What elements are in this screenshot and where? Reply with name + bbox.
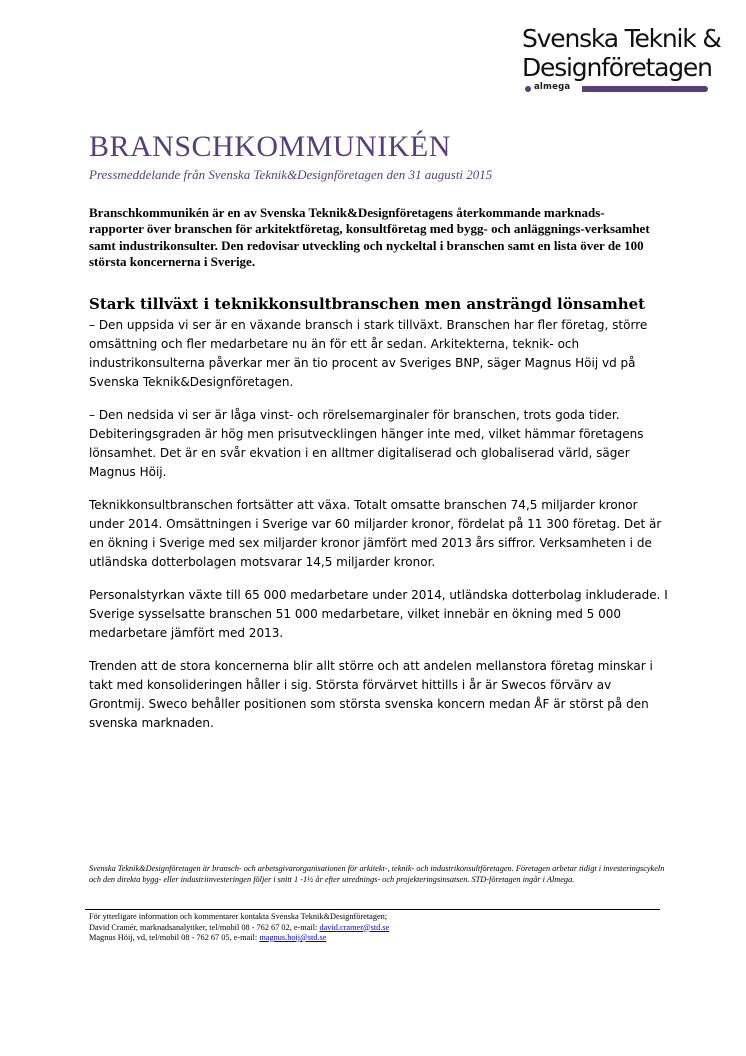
page-title: BRANSCHKOMMUNIKÉN [89,130,451,163]
contact-person-1-text: David Cramér, marknadsanalytiker, tel/mobil 08 - 762 67 02, e-mail: [89,922,320,932]
logo-almega-text: almega [534,82,571,92]
contact-info [89,912,669,944]
contact-intro: För ytterligare information och kommentarer kontakta Svenska Teknik&Designföretagen; [89,912,388,921]
body-paragraph: Personalstyrkan växte till 65 000 medarbetare under 2014, utländska dotterbolag inkluderade. I Sverige sysselsatte branschen 51 000 medarbetare, vilket innebär en ökning med 5 000 medarbetare jämfört med 2013. [89,588,668,640]
logo-text-line2: Designföretagen [522,53,712,82]
body-paragraph: – Den nedsida vi ser är låga vinst- och rörelsemarginaler för branschen, trots goda tider. Debiteringsgraden är hög men prisutvecklingen hänger inte med, vilket hämmar företagens lönsamhet. Det är en svår ekvation i en alltmer digitaliserad och globaliserad värld, säger Magnus Höij. [89,408,644,479]
logo-stripe [582,86,708,92]
email-link-magnus[interactable]: magnus.hoij@std.se [259,933,327,942]
contact-person-1 [89,923,669,934]
page-subtitle: Pressmeddelande från Svenska Teknik&Designföretagen den 31 augusti 2015 [89,167,493,182]
organization-footnote: Svenska Teknik&Designföretagen är bransch- och arbetsgivarorganisationen för arkitekt-, teknik- och industrikonsultföretagen. Företagen arbetar tidigt i investeringscykeln och den direkta bygg- eller industriinvesteringen följer i snitt 1 -1½ år efter utrednings- och projekteringsinsatsen. STD-företagen ingår i Almega. [89,864,665,884]
logo-text-line1: Svenska Teknik & [522,24,721,53]
footer-divider [85,909,660,910]
email-link-david[interactable]: david.cramer@std.se [319,922,390,932]
logo-almega-bar [522,84,712,94]
lead-paragraph: Branschkommunikén är en av Svenska Teknik&Designföretagens återkommande marknads-rapporter över branschen för arkitektföretag, konsultföretag med bygg- och anläggnings-verksamhet samt industrikonsulter. Den redovisar utveckling och nyckeltal i branschen samt en lista över de 100 största koncernerna i Sverige. [89,205,650,269]
almega-dot-icon [525,86,531,92]
body-paragraph: – Den uppsida vi ser är en växande bransch i stark tillväxt. Branschen har fler företag, större omsättning och fler medarbetare nu än för ett år sedan. Arkitekterna, teknik- och industrikonsulterna påverkar mer än tio procent av Sveriges BNP, säger Magnus Höij vd på Svenska Teknik&Designföretagen. [89,318,648,389]
body-paragraph: Teknikkonsultbranschen fortsätter att växa. Totalt omsatte branschen 74,5 miljarder kronor under 2014. Omsättningen i Sverige var 60 miljarder kronor, fördelat på 11 300 företag. Det är en ökning i Sverige med sex miljarder kronor jämfört med 2013 års siffror. Verksamheten i de utländska dotterbolagen motsvarar 14,5 miljarder kronor. [89,498,662,569]
section-headline: Stark tillväxt i teknikkonsultbranschen men ansträngd lönsamhet [89,295,646,313]
company-logo [522,24,721,94]
contact-person-2-text: Magnus Höij, vd, tel/mobil 08 - 762 67 05, e-mail: [89,933,260,942]
body-text [89,316,669,747]
body-paragraph: Trenden att de stora koncernerna blir allt större och att andelen mellanstora företag minskar i takt med konsolideringen håller i sig. Största förvärvet hittills i år är Swecos förvärv av Grontmij. Sweco behåller positionen som största svenska koncern medan ÅF är störst på den svenska marknaden. [89,659,653,730]
contact-person-2 [89,933,669,944]
